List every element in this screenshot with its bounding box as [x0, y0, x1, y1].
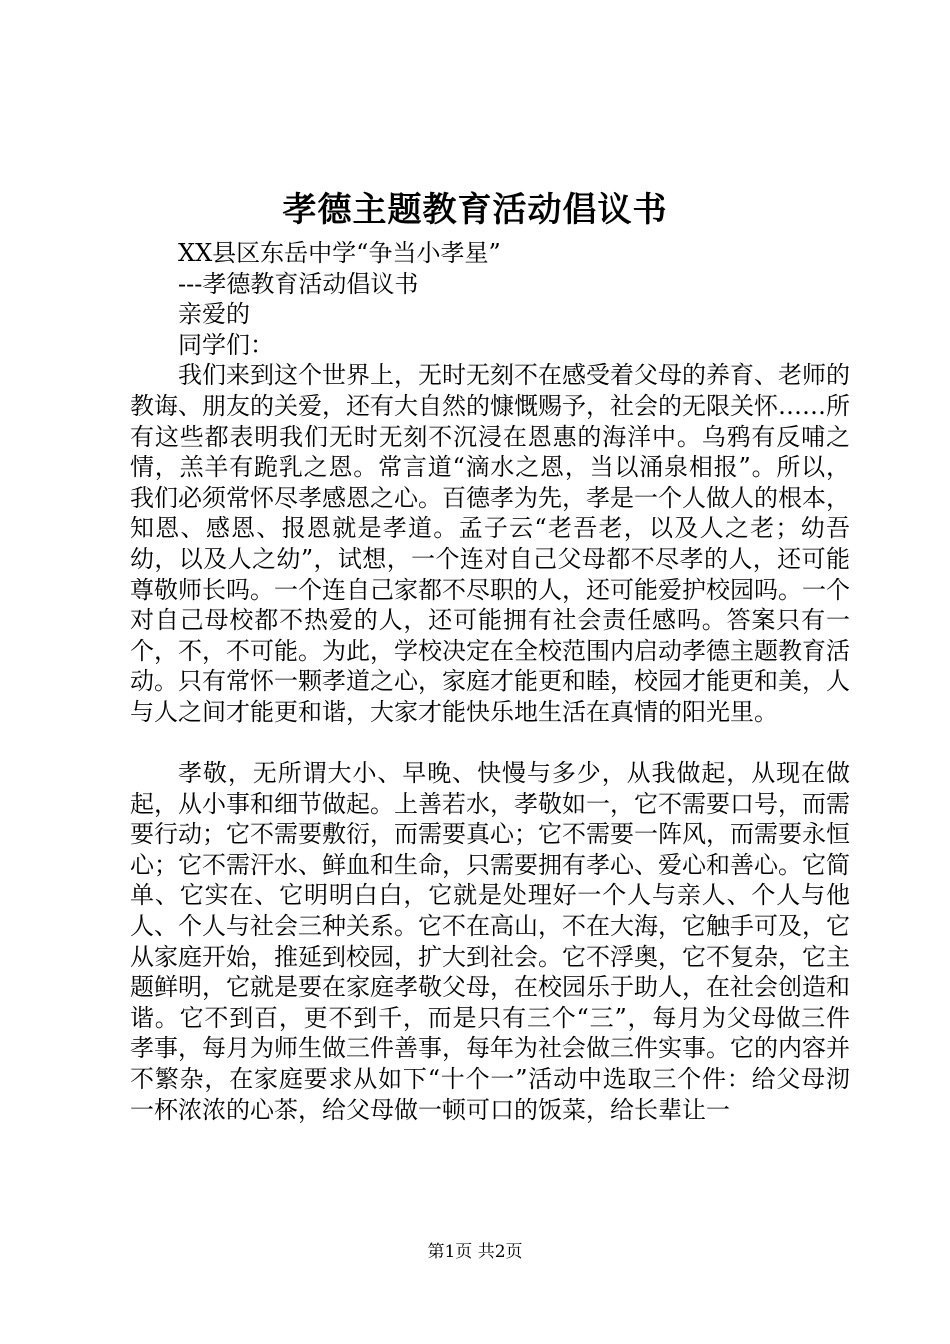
body-paragraph: 孝敬，无所谓大小、早晚、快慢与多少，从我做起，从现在做起，从小事和细节做起。上善若水，孝敬如一，它不需要口号，而需要行动；它不需要敷衍，而需要真心；它不需要一阵风，而需要永恒心；它不需汗水、鲜血和生命，只需要拥有孝心、爱心和善心。它简单、它实在、它明明白白，它就是处理好一个人与亲人、个人与他人、个人与社会三种关系。它不在高山，不在大海，它触手可及，它从家庭开始，推延到校园，扩大到社会。它不浮奥，它不复杂，它主题鲜明，它就是要在家庭孝敬父母，在校园乐于助人，在社会创造和谐。它不到百，更不到千，而是只有三个“三”，每月为父母做三件孝事，每月为师生做三件善事，每年为社会做三件实事。它的内容并不繁杂，在家庭要求从如下“十个一”活动中选取三个件：给父母沏一杯浓浓的心茶，给父母做一顿可口的饭菜，给长辈让一 [130, 759, 850, 1124]
school-line: XX县区东岳中学“争当小孝星” [178, 239, 501, 267]
document-body [130, 238, 850, 1125]
salutation-line: 亲爱的 [178, 300, 250, 329]
body-paragraph: 我们来到这个世界上，无时无刻不在感受着父母的养育、老师的教诲、朋友的关爱，还有大自然的慷慨赐予，社会的无限关怀……所有这些都表明我们无时无刻不沉浸在恩惠的海洋中。乌鸦有反哺之情，羔羊有跪乳之恩。常言道“滴水之恩，当以涌泉相报”。所以，我们必须常怀尽孝感恩之心。百德孝为先，孝是一个人做人的根本，知恩、感恩、报恩就是孝道。孟子云“老吾老，以及人之老；幼吾幼，以及人之幼”，试想，一个连对自己父母都不尽孝的人，还可能尊敬师长吗。一个连自己家都不尽职的人，还可能爱护校园吗。一个对自己母校都不热爱的人，还可能拥有社会责任感吗。答案只有一个，不，不可能。为此，学校决定在全校范围内启动孝德主题教育活动。只有常怀一颗孝道之心，家庭才能更和睦，校园才能更和美，人与人之间才能更和谐，大家才能快乐地生活在真情的阳光里。 [130, 361, 850, 726]
paragraph-gap [130, 728, 850, 759]
salutation-line: 同学们： [178, 330, 274, 359]
page-footer: 第1页 共2页 [427, 1242, 523, 1262]
subtitle-line: ---孝德教育活动倡议书 [178, 269, 419, 298]
document-title: 孝德主题教育活动倡议书 [282, 190, 668, 230]
